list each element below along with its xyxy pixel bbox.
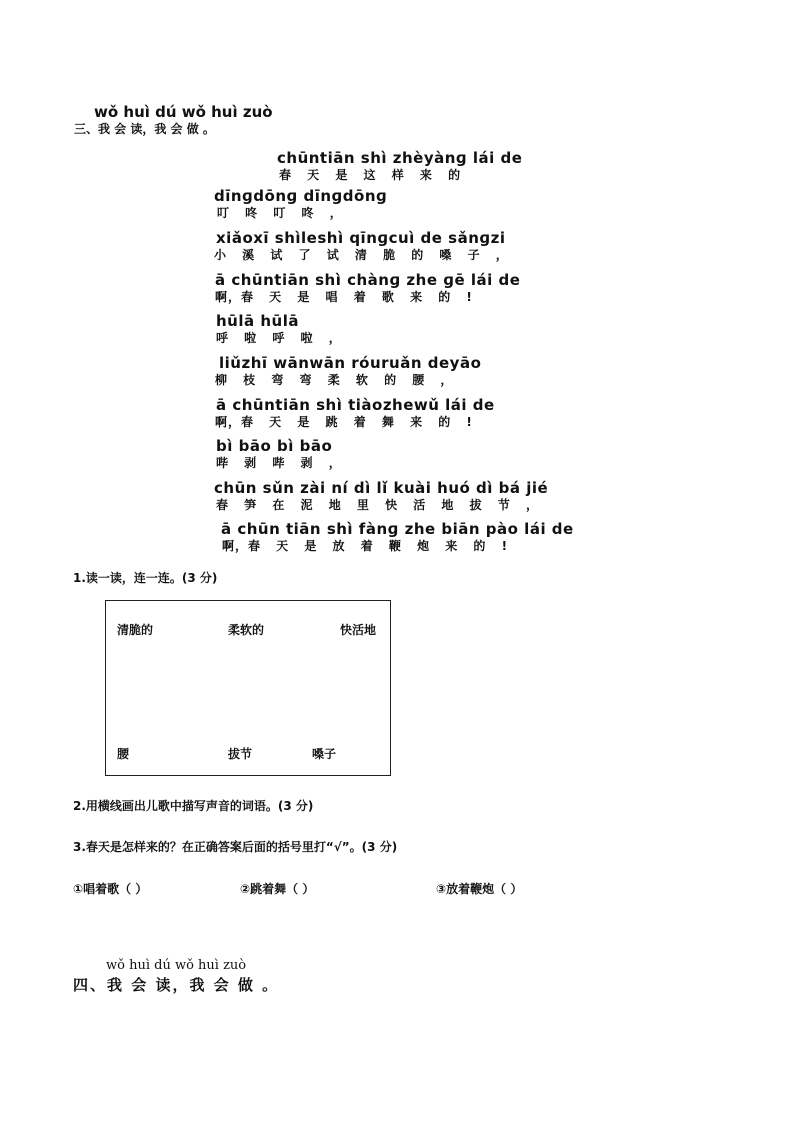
bottom-word-2[interactable]: 拔节 bbox=[228, 747, 253, 761]
poem-line-1-pinyin: chūntiān shì zhèyànɡ lái de bbox=[277, 149, 523, 167]
poem-line-10-pinyin: ā chūn tiān shì fànɡ zhe biān pào lái de bbox=[221, 520, 574, 538]
option-2[interactable]: ②跳着舞（ ） bbox=[240, 882, 315, 896]
poem-line-6-hanzi: 柳 枝 弯 弯 柔 软 的 腰 ， bbox=[215, 373, 454, 387]
section4-pinyin: wǒ huì dú wǒ huì zuò bbox=[106, 958, 247, 973]
matching-box bbox=[105, 600, 391, 776]
poem-line-6-pinyin: liǔzhī wānwān róuruǎn deyāo bbox=[219, 354, 482, 372]
poem-line-9-pinyin: chūn sǔn zài ní dì lǐ kuài huó dì bá jié bbox=[214, 479, 549, 497]
question-3-text: 3.春天是怎样来的？在正确答案后面的括号里打“√”。(3 分) bbox=[73, 840, 398, 854]
poem-line-8-hanzi: 哔 剥 哔 剥 ， bbox=[216, 456, 342, 470]
poem-line-3-pinyin: xiǎoxī shìleshì qīnɡcuì de sǎnɡzi bbox=[216, 229, 506, 247]
poem-line-4-pinyin: ā chūntiān shì chànɡ zhe ɡē lái de bbox=[215, 271, 521, 289]
poem-line-4-hanzi: 啊，春 天 是 唱 着 歌 来 的 ! bbox=[215, 290, 473, 304]
option-1[interactable]: ①唱着歌（ ） bbox=[73, 882, 148, 896]
question-2-text: 2.用横线画出儿歌中描写声音的词语。(3 分) bbox=[73, 799, 314, 813]
top-word-2[interactable]: 柔软的 bbox=[228, 623, 265, 637]
poem-line-1-hanzi: 春 天 是 这 样 来 的 bbox=[279, 168, 462, 182]
poem-line-8-pinyin: bì bāo bì bāo bbox=[216, 437, 333, 455]
bottom-word-1[interactable]: 腰 bbox=[117, 747, 130, 761]
question-1-text: 1.读一读，连一连。(3 分) bbox=[73, 571, 218, 585]
poem-line-2-pinyin: dīnɡdōnɡ dīnɡdōnɡ bbox=[214, 187, 388, 205]
poem-line-10-hanzi: 啊，春 天 是 放 着 鞭 炮 来 的 ! bbox=[222, 539, 509, 553]
poem-line-9-hanzi: 春 笋 在 泥 地 里 快 活 地 拔 节 ， bbox=[216, 498, 539, 512]
option-3[interactable]: ③放着鞭炮（ ） bbox=[436, 882, 523, 896]
section3-title: 三、我 会 读，我 会 做 。 bbox=[74, 122, 215, 136]
top-word-1[interactable]: 清脆的 bbox=[117, 623, 154, 637]
poem-line-3-hanzi: 小 溪 试 了 试 清 脆 的 嗓 子 ， bbox=[214, 248, 509, 262]
poem-line-7-hanzi: 啊，春 天 是 跳 着 舞 来 的 ! bbox=[215, 415, 473, 429]
poem-line-2-hanzi: 叮 咚 叮 咚 ， bbox=[217, 206, 343, 220]
poem-line-7-pinyin: ā chūntiān shì tiàozhewǔ lái de bbox=[216, 396, 495, 414]
section4-title: 四、我 会 读，我 会 做 。 bbox=[73, 976, 280, 994]
bottom-word-3[interactable]: 嗓子 bbox=[312, 747, 337, 761]
top-word-3[interactable]: 快活地 bbox=[340, 623, 377, 637]
poem-line-5-hanzi: 呼 啦 呼 啦 ， bbox=[216, 331, 342, 345]
section3-pinyin: wǒ huì dú wǒ huì zuò bbox=[94, 103, 273, 121]
poem-line-5-pinyin: hūlā hūlā bbox=[216, 312, 299, 330]
